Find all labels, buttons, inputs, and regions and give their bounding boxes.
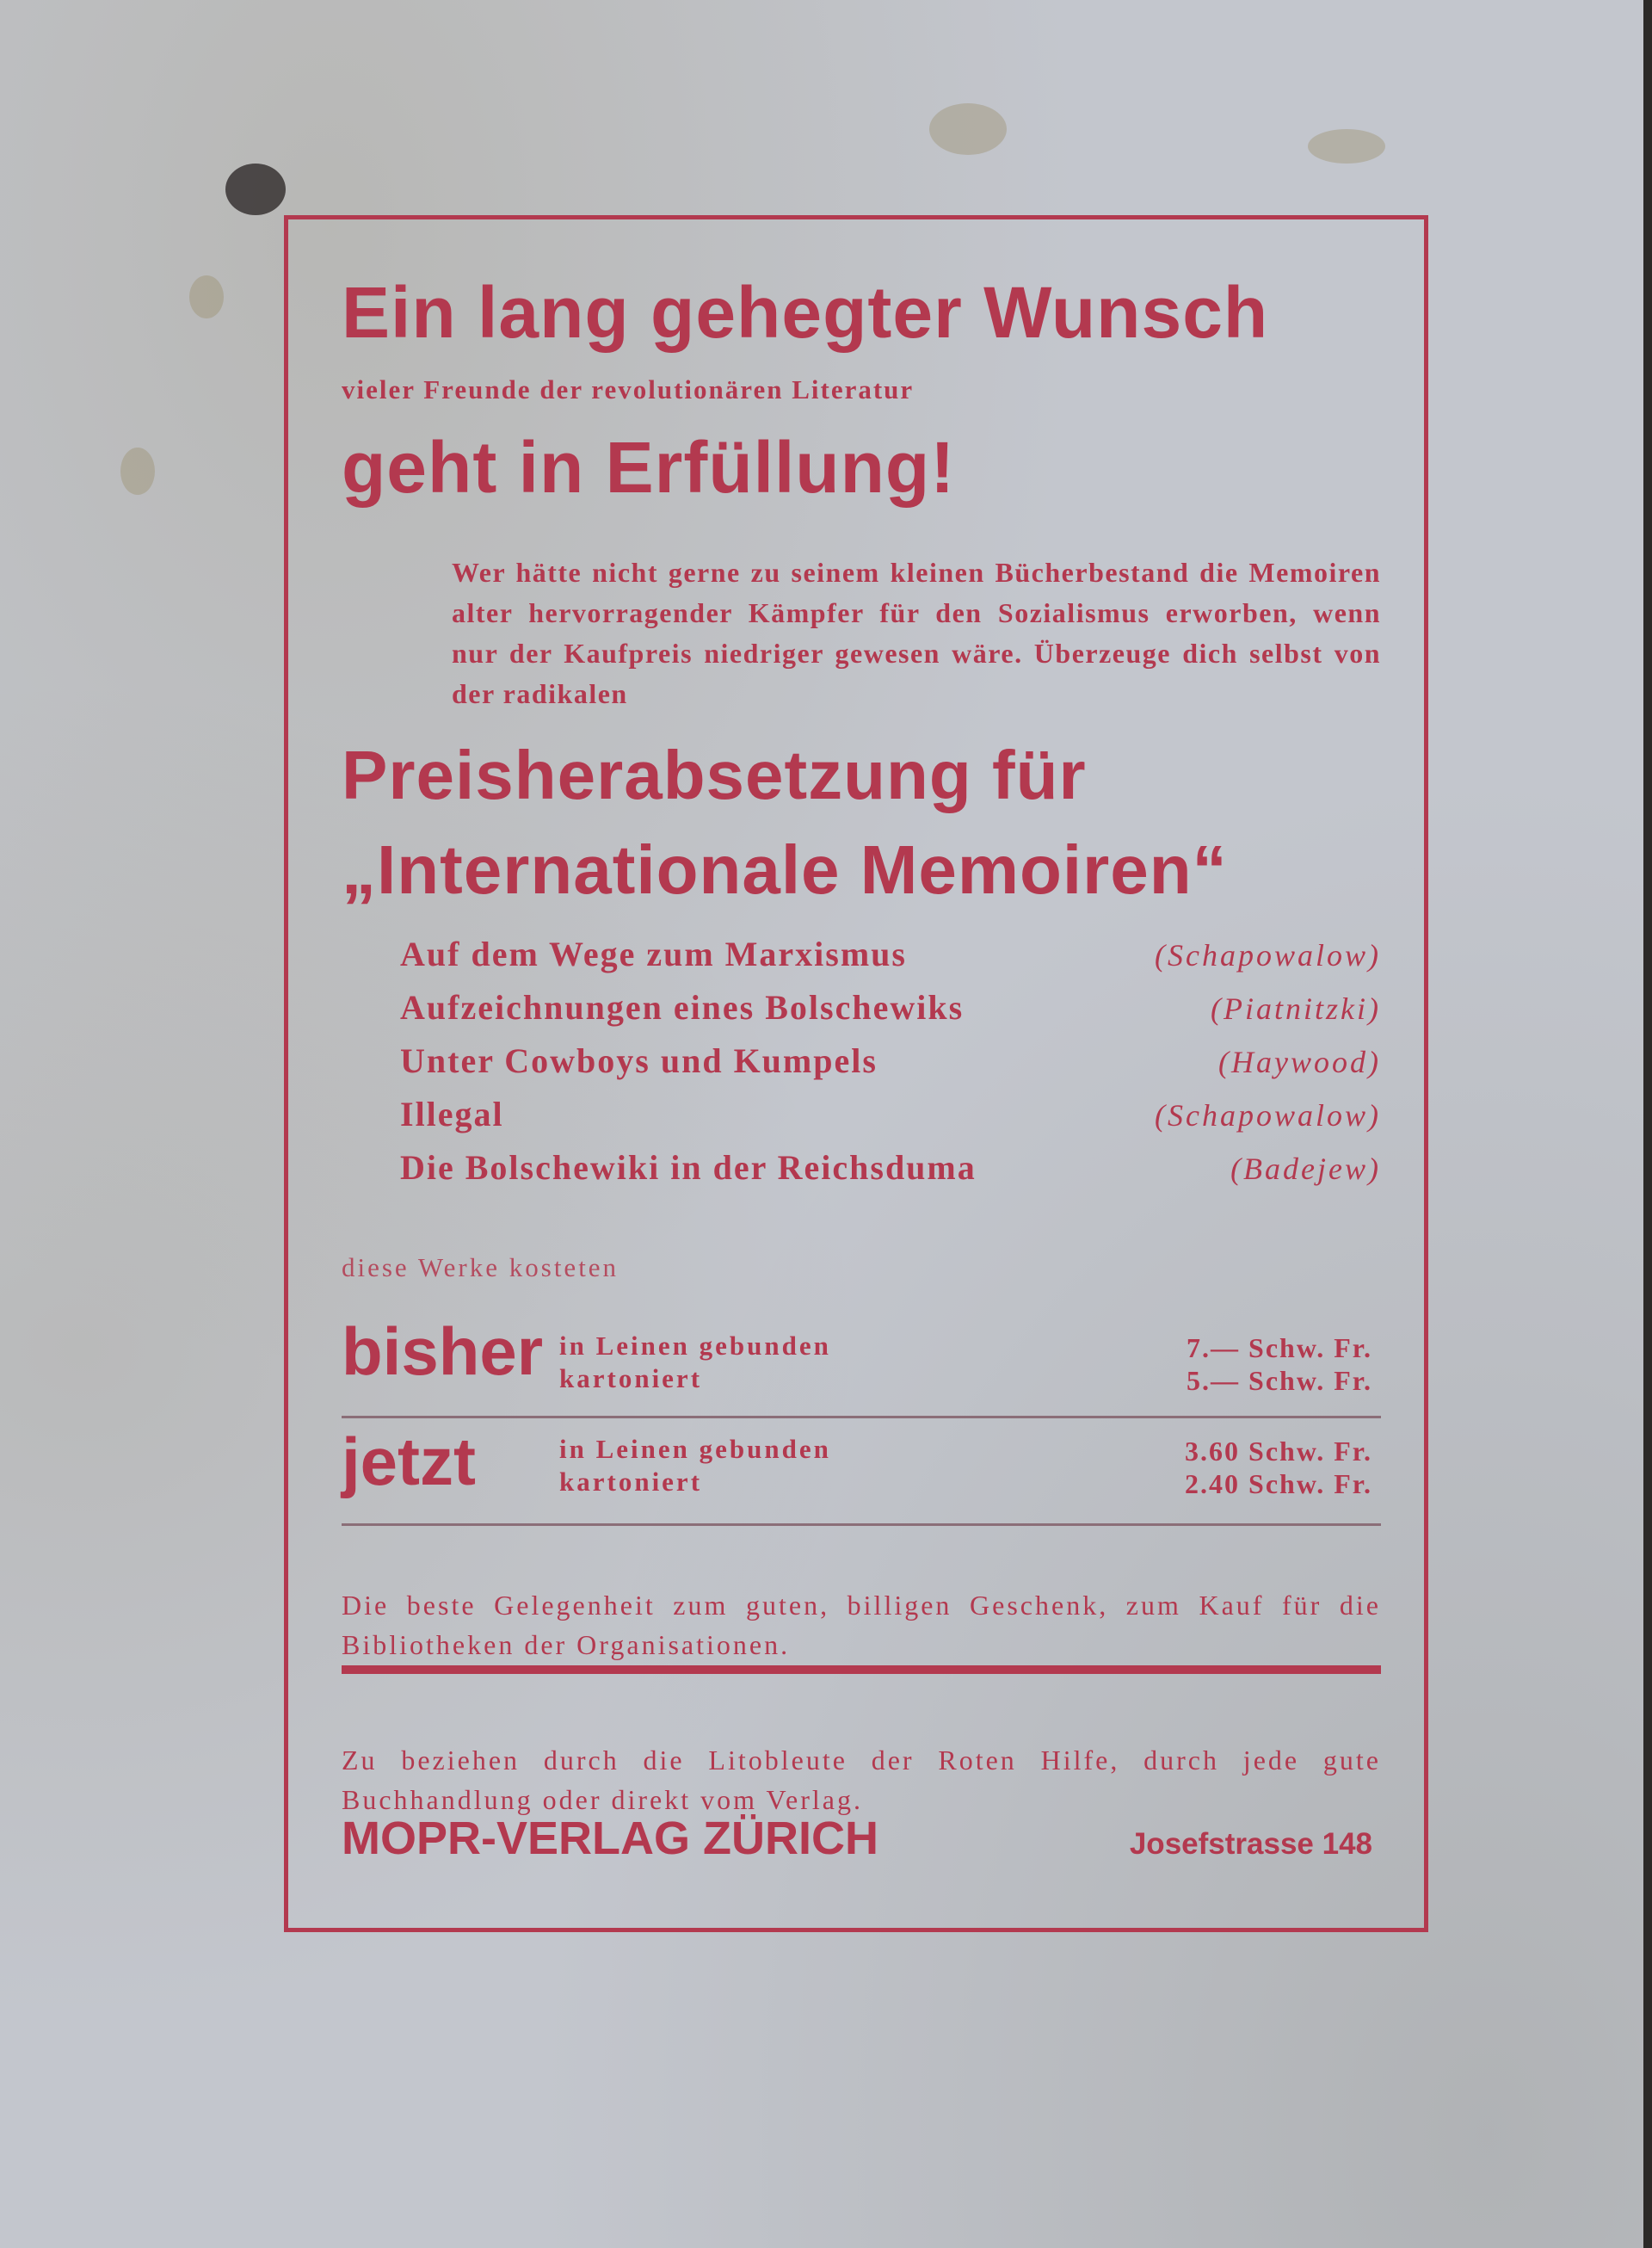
divider <box>342 1523 1381 1526</box>
now-bound-price: 3.60 Schw. Fr. <box>1185 1436 1372 1467</box>
book-author: (Badejew) <box>1230 1152 1381 1186</box>
divider <box>342 1416 1381 1418</box>
before-paper: kartoniert <box>559 1363 703 1393</box>
book-author: (Piatnitzki) <box>1211 991 1381 1026</box>
stain <box>1308 129 1385 164</box>
series-title: „Internationale Memoiren“ <box>342 831 1228 908</box>
book-author: (Schapowalow) <box>1155 1098 1381 1133</box>
now-paper: kartoniert <box>559 1467 703 1497</box>
subheadline: vieler Freunde der revolutionären Literatur <box>342 374 915 405</box>
stain <box>225 164 286 215</box>
gift-text: Die beste Gelegenheit zum guten, billigen Geschenk, zum Kauf für die Bibliotheken der Organisationen. <box>342 1590 1381 1660</box>
thick-divider <box>342 1665 1381 1674</box>
now-bound: in Leinen gebunden <box>559 1434 831 1464</box>
book-title: Auf dem Wege zum Marxismus <box>400 935 907 973</box>
now-paper-price: 2.40 Schw. Fr. <box>1185 1468 1372 1499</box>
cost-intro: diese Werke kosteten <box>342 1252 620 1282</box>
before-bound: in Leinen gebunden <box>559 1331 831 1361</box>
publisher-name: MOPR-VERLAG ZÜRICH <box>342 1813 878 1864</box>
advert-frame <box>284 215 1428 1932</box>
book-author: (Haywood) <box>1218 1045 1381 1079</box>
book-item <box>400 1041 1381 1094</box>
book-title: Unter Cowboys und Kumpels <box>400 1041 878 1080</box>
book-item <box>400 1094 1381 1147</box>
stain <box>120 448 155 495</box>
book-item <box>400 987 1381 1041</box>
before-label: bisher <box>342 1313 544 1389</box>
book-author: (Schapowalow) <box>1155 938 1381 973</box>
stain <box>189 275 224 318</box>
scan-edge <box>1643 0 1652 2248</box>
before-paper-price: 5.— Schw. Fr. <box>1187 1365 1372 1396</box>
book-item <box>400 1147 1381 1201</box>
publisher-address: Josefstrasse 148 <box>1129 1827 1372 1861</box>
headline-continued: geht in Erfüllung! <box>342 427 956 508</box>
order-text: Zu beziehen durch die Litobleute der Roten Hilfe, durch jede gute Buchhandlung oder direkt vom Verlag. <box>342 1745 1381 1815</box>
book-title: Illegal <box>400 1095 504 1133</box>
before-bound-price: 7.— Schw. Fr. <box>1187 1332 1372 1363</box>
book-item <box>400 934 1381 987</box>
book-title: Aufzeichnungen eines Bolschewiks <box>400 988 965 1027</box>
book-title: Die Bolschewiki in der Reichsduma <box>400 1148 977 1187</box>
intro-paragraph: Wer hätte nicht gerne zu seinem kleinen Bücherbestand die Memoiren alter hervorragender Kämpfer für den Sozialismus erworben, wenn nur der Kaufpreis niedriger gewesen wäre. Überzeuge dich selbst von der radikalen <box>452 557 1381 709</box>
now-label: jetzt <box>342 1424 476 1499</box>
headline: Ein lang gehegter Wunsch <box>342 272 1269 353</box>
offer-title: Preisherabsetzung für <box>342 737 1087 813</box>
stain <box>929 103 1007 155</box>
